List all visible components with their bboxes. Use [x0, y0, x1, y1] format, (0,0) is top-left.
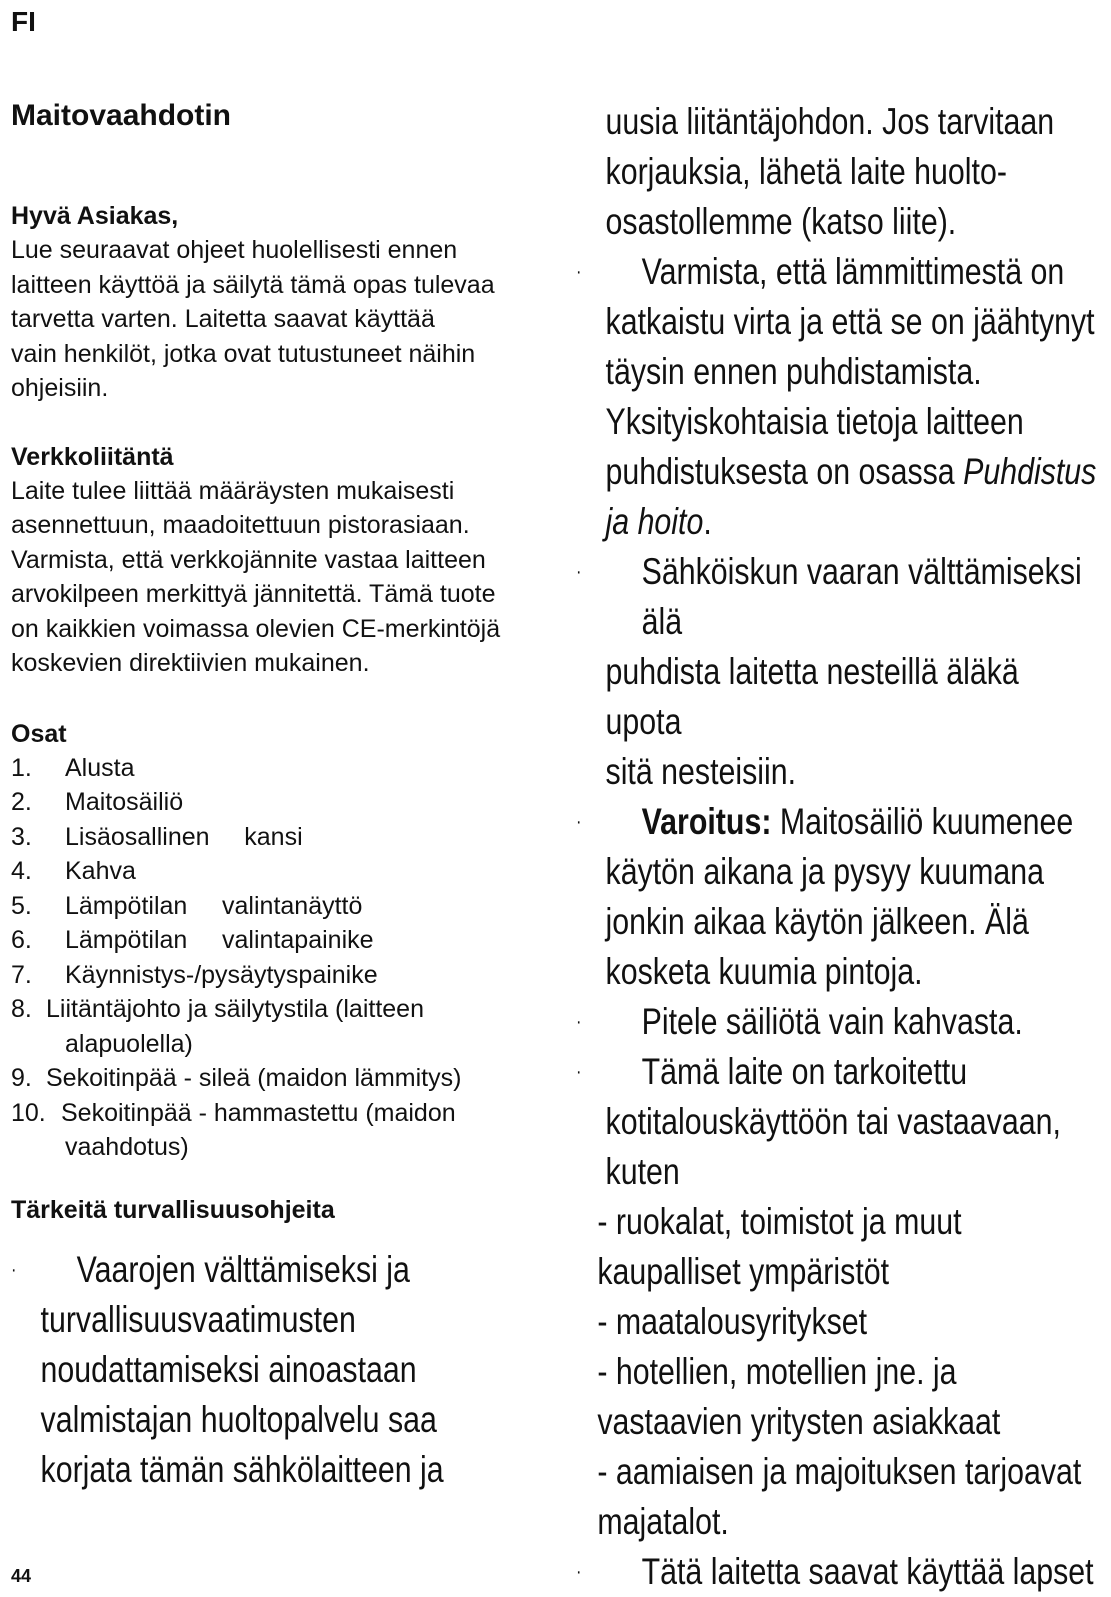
text-line: katkaistu virta ja että se on jäähtynyt [605, 301, 1095, 342]
section-reference: Puhdistus [963, 451, 1097, 492]
item-label: Alusta [65, 753, 135, 782]
text-line: korjata tämän sähkölaitteen ja [40, 1449, 444, 1490]
text-line: Lue seuraavat ohjeet huolellisesti ennen [11, 236, 458, 264]
network-section [11, 440, 551, 681]
text-line: korjauksia, lähetä laite huolto- [605, 151, 1007, 192]
text-line: uusia liitäntäjohdon. Jos tarvitaan [605, 101, 1055, 142]
text-line: noudattamiseksi ainoastaan [40, 1349, 417, 1390]
text-line: on kaikkien voimassa olevien CE-merkintöjä [11, 614, 501, 643]
list-item [11, 1096, 551, 1131]
safety-heading: Tärkeitä turvallisuusohjeita [11, 1195, 335, 1224]
item-number: 5. [11, 891, 32, 920]
item-label: Maitosäiliö [65, 788, 184, 816]
bullet-item [11, 1245, 470, 1495]
list-item [11, 889, 551, 924]
text-line: Tämä laite on tarkoitettu [641, 1051, 968, 1092]
item-number: 2. [11, 788, 32, 816]
item-number: 7. [11, 960, 32, 989]
network-heading: Verkkoliitäntä [11, 442, 174, 471]
safety-section [11, 1193, 551, 1227]
parts-list [11, 751, 551, 1165]
item-label: Lisäosallinen kansi [65, 822, 303, 851]
list-item [11, 1061, 551, 1096]
bullet-dot-icon: · [576, 561, 582, 583]
sub-item: kaupalliset ympäristöt [597, 1251, 890, 1292]
bullet-dot-icon: · [11, 1259, 17, 1281]
bullet-item [576, 997, 1101, 1047]
text-line: käytön aikana ja pysyy kuumana [605, 851, 1045, 892]
bullet-item [576, 1547, 1101, 1597]
section-reference: ja hoito [605, 501, 704, 542]
bullet-dot-icon: · [576, 261, 582, 283]
network-text [11, 474, 551, 681]
parts-heading: Osat [11, 719, 67, 748]
parts-section [11, 717, 551, 1165]
sub-item: vastaavien yritysten asiakkaat [597, 1401, 1001, 1442]
sub-item: majatalot. [597, 1501, 729, 1542]
text-line: sitä nesteisiin. [605, 751, 797, 792]
text-line: ohjeisiin. [11, 374, 109, 402]
text-line [606, 497, 1101, 547]
text-line: Varmista, että verkkojännite vastaa laitteen [11, 545, 486, 574]
item-number: 10. [11, 1098, 46, 1127]
text-line: puhdista laitetta nesteillä äläkä upota [605, 651, 1019, 742]
right-column [576, 97, 1101, 1597]
bullet-item [576, 247, 1101, 547]
list-item [11, 958, 551, 993]
text-line [606, 797, 1101, 847]
bullet-dot-icon: · [576, 1011, 582, 1033]
bullet-item [576, 1047, 1101, 1547]
text-line: koskevien direktiivien mukainen. [11, 649, 370, 677]
item-label-continued: alapuolella) [65, 1029, 193, 1058]
list-item [11, 992, 551, 1027]
text-segment: Maitosäiliö kuumenee [771, 801, 1074, 842]
text-line: turvallisuusvaatimusten [40, 1299, 356, 1340]
list-item-continuation [11, 1027, 551, 1062]
text-line: täysin ennen puhdistamista. [605, 351, 982, 392]
item-label: Lämpötilan valintanäyttö [65, 891, 363, 920]
item-number: 3. [11, 822, 32, 851]
text-line: asennettuun, maadoitettuun pistorasiaan. [11, 511, 470, 539]
text-line: kotitalouskäyttöön tai vastaavaan, [605, 1101, 1061, 1142]
text-line: Sähköiskun vaaran välttämiseksi älä [641, 551, 1082, 642]
item-label: Sekoitinpää - hammastettu (maidon [61, 1098, 456, 1127]
text-line: vain henkilöt, jotka ovat tutustuneet näihin [11, 339, 476, 368]
bullet-item [576, 547, 1101, 797]
language-code: FI [11, 6, 36, 37]
text-line: kuten [605, 1151, 680, 1192]
text-line: Laite tulee liittää määräysten mukaisesti [11, 476, 455, 505]
text-line: laitteen käyttöä ja säilytä tämä opas tulevaa [11, 270, 495, 299]
page-number: 44 [11, 1566, 32, 1586]
warning-label: Varoitus: [641, 801, 772, 842]
safety-text-left [11, 1245, 470, 1495]
item-label: Kahva [65, 857, 136, 885]
text-line: Varmista, että lämmittimestä on [641, 251, 1065, 292]
text-line: Tätä laitetta saavat käyttää lapset [641, 1551, 1094, 1592]
text-line: Vaarojen välttämiseksi ja [76, 1249, 410, 1290]
item-label: Sekoitinpää - sileä (maidon lämmitys) [46, 1064, 462, 1092]
list-item [11, 751, 551, 786]
item-label-continued: vaahdotus) [65, 1133, 189, 1161]
item-number: 9. [11, 1064, 32, 1092]
text-segment: puhdistuksesta on osassa [605, 451, 955, 492]
greeting-heading: Hyvä Asiakas, [11, 202, 179, 230]
item-label: Käynnistys-/pysäytyspainike [65, 960, 378, 989]
list-item-continuation [11, 1130, 551, 1165]
page-title: Maitovaahdotin [11, 99, 232, 132]
list-item [11, 820, 551, 855]
item-number: 1. [11, 753, 32, 782]
text-line: arvokilpeen merkittyä jännitettä. Tämä tuote [11, 580, 496, 608]
text-line: valmistajan huoltopalvelu saa [40, 1399, 437, 1440]
bullet-item [576, 797, 1101, 997]
bullet-dot-icon: · [576, 1061, 582, 1083]
sub-item: - hotellien, motellien jne. ja [597, 1351, 957, 1392]
text-line [606, 447, 1101, 497]
list-item [11, 923, 551, 958]
text-line: kosketa kuumia pintoja. [605, 951, 923, 992]
greeting-section [11, 199, 551, 406]
sub-item: - ruokalat, toimistot ja muut [597, 1201, 962, 1242]
text-segment: . [703, 501, 712, 542]
item-label: Liitäntäjohto ja säilytystila (laitteen [46, 995, 424, 1023]
greeting-text [11, 233, 551, 406]
list-item [11, 854, 551, 889]
bullet-dot-icon: · [576, 1561, 582, 1583]
text-line: Yksityiskohtaisia tietoja laitteen [605, 401, 1024, 442]
sub-item: - maatalousyritykset [597, 1301, 868, 1342]
item-number: 6. [11, 926, 32, 954]
text-line: jonkin aikaa käytön jälkeen. Älä [605, 901, 1029, 942]
bullet-dot-icon: · [576, 811, 582, 833]
list-item [11, 785, 551, 820]
text-line: Pitele säiliötä vain kahvasta. [641, 1001, 1023, 1042]
item-label: Lämpötilan valintapainike [65, 926, 374, 954]
sub-item: - aamiaisen ja majoituksen tarjoavat [597, 1451, 1082, 1492]
text-line: tarvetta varten. Laitetta saavat käyttää [11, 305, 435, 333]
item-number: 8. [11, 995, 32, 1023]
item-number: 4. [11, 857, 32, 885]
text-line: osastollemme (katso liite). [605, 201, 957, 242]
left-column [11, 95, 551, 1227]
